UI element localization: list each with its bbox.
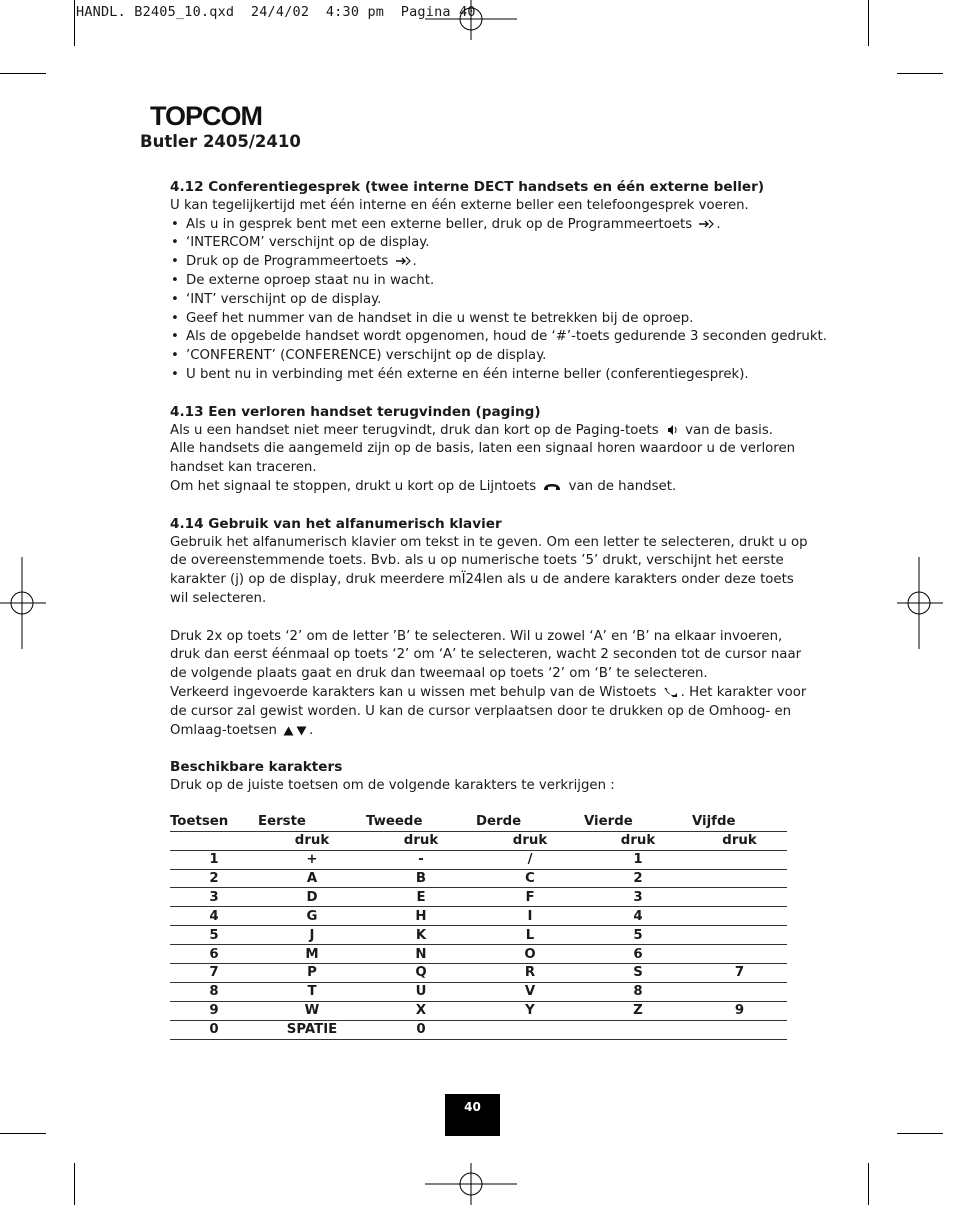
table-cell: F — [476, 888, 584, 907]
paragraph-line: wil selecteren. — [170, 590, 267, 606]
table-cell: T — [258, 982, 366, 1001]
paragraph-line: Om het signaal te stoppen, drukt u kort op de Lijntoets van de handset. — [170, 478, 677, 494]
table-cell: L — [476, 926, 584, 945]
table-cell: 9 — [692, 1001, 787, 1020]
column-header: Vijfde — [692, 813, 787, 831]
crop-mark — [0, 73, 46, 74]
column-subheader: druk — [258, 831, 366, 850]
list-item: • De externe oproep staat nu in wacht. — [170, 272, 788, 291]
characters-table — [170, 813, 787, 1040]
paragraph-line: Omlaag-toetsen . — [170, 722, 314, 738]
table-row — [170, 982, 787, 1001]
table-cell: 0 — [170, 1020, 258, 1039]
section-intro: U kan tegelijkertijd met één interne en één externe beller een telefoongesprek voeren. — [170, 197, 749, 213]
section-title-4-13: 4.13 Een verloren handset terugvinden (paging) — [170, 403, 541, 420]
crop-mark — [74, 0, 75, 46]
arrow-down-icon — [296, 726, 307, 736]
crop-mark — [0, 1133, 46, 1134]
table-cell: 1 — [584, 850, 692, 869]
table-cell: I — [476, 907, 584, 926]
table-cell: Z — [584, 1001, 692, 1020]
table-cell: U — [366, 982, 476, 1001]
registration-mark-left — [0, 557, 46, 649]
paging-icon — [665, 424, 679, 436]
list-item: • ’CONFERENT’ (CONFERENCE) verschijnt op de display. — [170, 347, 788, 366]
column-header: Toetsen — [170, 813, 258, 831]
karakters-intro: Druk op de juiste toetsen om de volgende karakters te verkrijgen : — [170, 778, 615, 794]
paragraph-line: de cursor zal gewist worden. U kan de cursor verplaatsen door te drukken op de Omhoog- en — [170, 703, 792, 719]
paragraph-line: Druk 2x op toets ‘2’ om de letter ’B’ te selecteren. Wil u zowel ‘A’ en ‘B’ na elkaar invoeren, — [170, 628, 783, 644]
table-cell: M — [258, 945, 366, 964]
table-cell — [692, 907, 787, 926]
karakters-title: Beschikbare karakters — [170, 759, 343, 776]
table-cell: 5 — [170, 926, 258, 945]
table-cell: 9 — [170, 1001, 258, 1020]
column-subheader: druk — [692, 831, 787, 850]
table-cell: N — [366, 945, 476, 964]
paragraph-line: de overeenstemmende toets. Bvb. als u op numerische toets ’5’ drukt, verschijnt het eerste — [170, 553, 784, 569]
table-row — [170, 926, 787, 945]
table-cell: B — [366, 869, 476, 888]
paragraph-line: Gebruik het alfanumerisch klavier om tekst in te geven. Om een letter te selecteren, drukt u op — [170, 534, 808, 550]
table-cell: 0 — [366, 1020, 476, 1039]
table-cell — [692, 945, 787, 964]
table-cell: 3 — [170, 888, 258, 907]
list-item: • Als u in gesprek bent met een externe beller, druk op de Programmeertoets . — [170, 216, 788, 235]
table-cell: SPATIE — [258, 1020, 366, 1039]
table-cell: 2 — [170, 869, 258, 888]
table-cell — [692, 850, 787, 869]
list-item: • ‘INTERCOM’ verschijnt op de display. — [170, 234, 788, 253]
table-cell: S — [584, 964, 692, 983]
table-cell: Q — [366, 964, 476, 983]
table-cell: 5 — [584, 926, 692, 945]
paragraph-line: Verkeerd ingevoerde karakters kan u wissen met behulp van de Wistoets . Het karakter voor — [170, 684, 807, 700]
section-title-4-12: 4.12 Conferentiegesprek (twee interne DECT handsets en één externe beller) — [170, 179, 765, 195]
table-cell — [692, 1020, 787, 1039]
paragraph-line: Alle handsets die aangemeld zijn op de basis, laten een signaal horen waardoor u de verloren — [170, 441, 796, 457]
print-slug: HANDL. B2405_10.qxd 24/4/02 4:30 pm Pagina 40 — [76, 4, 476, 20]
crop-mark — [868, 0, 869, 46]
column-subheader: druk — [476, 831, 584, 850]
table-cell: V — [476, 982, 584, 1001]
arrow-up-icon — [283, 726, 294, 736]
conference-steps-list — [170, 216, 827, 385]
list-item: • Druk op de Programmeertoets . — [170, 253, 788, 272]
topcom-logo — [150, 100, 280, 130]
table-row — [170, 964, 787, 983]
table-cell: R — [476, 964, 584, 983]
table-row — [170, 869, 787, 888]
table-cell: + — [258, 850, 366, 869]
table-cell — [692, 982, 787, 1001]
model-title: Butler 2405/2410 — [140, 132, 301, 151]
program-key-icon — [698, 218, 714, 230]
table-cell: H — [366, 907, 476, 926]
paragraph-line: de volgende plaats gaat en druk dan tweemaal op toets ‘2’ om ‘B’ te selecteren. — [170, 666, 708, 682]
crop-mark — [74, 1163, 75, 1205]
table-cell: K — [366, 926, 476, 945]
list-item: • Als de opgebelde handset wordt opgenomen, houd de ‘#’-toets gedurende 3 seconden gedrukt. — [170, 328, 788, 347]
column-header: Derde — [476, 813, 584, 831]
table-cell: 4 — [170, 907, 258, 926]
table-cell: 7 — [170, 964, 258, 983]
table-cell: 2 — [584, 869, 692, 888]
table-row — [170, 850, 787, 869]
crop-mark — [897, 73, 943, 74]
registration-mark-bottom — [425, 1163, 517, 1205]
table-cell: O — [476, 945, 584, 964]
table-cell — [692, 926, 787, 945]
table-cell: 7 — [692, 964, 787, 983]
list-item: • Geef het nummer van de handset in die u wenst te betrekken bij de oproep. — [170, 310, 788, 329]
table-cell: 6 — [584, 945, 692, 964]
table-row — [170, 1001, 787, 1020]
table-cell: E — [366, 888, 476, 907]
line-key-icon — [542, 482, 562, 492]
column-header: Vierde — [584, 813, 692, 831]
table-cell — [584, 1020, 692, 1039]
table-cell — [692, 888, 787, 907]
table-cell: X — [366, 1001, 476, 1020]
table-cell: P — [258, 964, 366, 983]
table-cell: Y — [476, 1001, 584, 1020]
list-item: • U bent nu in verbinding met één externe en één interne beller (conferentiegesprek). — [170, 366, 788, 385]
table-cell: 3 — [584, 888, 692, 907]
column-header: Tweede — [366, 813, 476, 831]
table-cell: / — [476, 850, 584, 869]
table-cell: W — [258, 1001, 366, 1020]
table-row — [170, 907, 787, 926]
table-cell: 4 — [584, 907, 692, 926]
table-cell: 6 — [170, 945, 258, 964]
column-header: Eerste — [258, 813, 366, 831]
table-row — [170, 945, 787, 964]
table-cell: - — [366, 850, 476, 869]
table-cell: J — [258, 926, 366, 945]
crop-mark — [868, 1163, 869, 1205]
paragraph-line: Als u een handset niet meer terugvindt, druk dan kort op de Paging-toets van de basis. — [170, 422, 774, 438]
paragraph-line: handset kan traceren. — [170, 460, 317, 476]
table-row — [170, 888, 787, 907]
column-subheader: druk — [366, 831, 476, 850]
table-cell: 8 — [170, 982, 258, 1001]
page-number: 40 — [445, 1094, 500, 1136]
table-cell — [476, 1020, 584, 1039]
registration-mark-right — [897, 557, 943, 649]
table-cell: C — [476, 869, 584, 888]
table-cell: D — [258, 888, 366, 907]
paragraph-line: karakter (j) op de display, druk meerdere mÏ24len als u de andere karakters onder deze toets — [170, 572, 794, 588]
table-row — [170, 1020, 787, 1039]
column-subheader — [170, 831, 258, 850]
paragraph-line: druk dan eerst éénmaal op toets ‘2’ om ‘A’ te selecteren, wacht 2 seconden tot de cursor naar — [170, 647, 802, 663]
page-content — [170, 178, 827, 1040]
delete-key-icon — [663, 686, 679, 698]
table-cell: 8 — [584, 982, 692, 1001]
table-cell: G — [258, 907, 366, 926]
registration-mark-top — [425, 0, 517, 40]
section-title-4-14: 4.14 Gebruik van het alfanumerisch klavier — [170, 515, 502, 532]
table-cell: A — [258, 869, 366, 888]
table-cell — [692, 869, 787, 888]
table-cell: 1 — [170, 850, 258, 869]
column-subheader: druk — [584, 831, 692, 850]
crop-mark — [897, 1133, 943, 1134]
program-key-icon — [395, 255, 411, 267]
svg-text:TOPCOM: TOPCOM — [150, 101, 263, 130]
list-item: • ‘INT’ verschijnt op de display. — [170, 291, 788, 310]
